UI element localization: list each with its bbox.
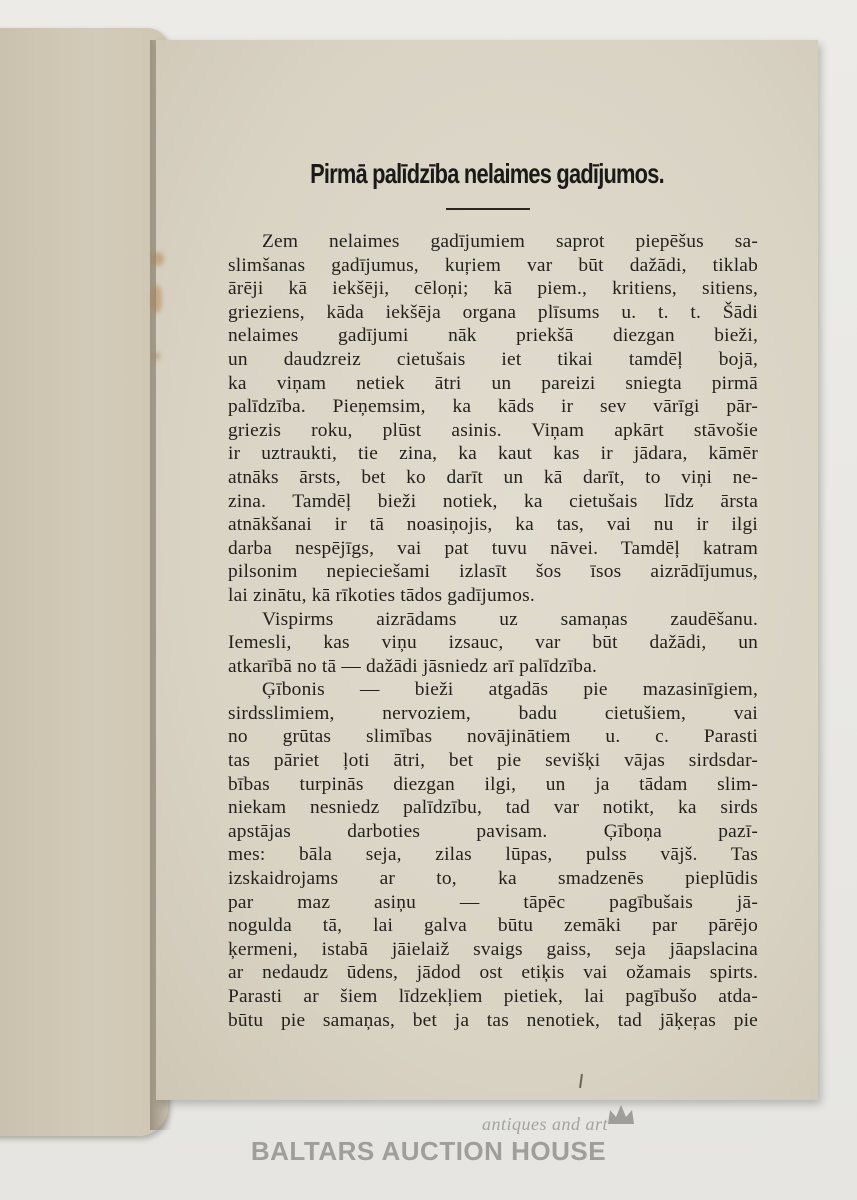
- previous-page: [0, 28, 168, 1136]
- text-line: lai zinātu, kā rīkoties tādos gadījumos.: [228, 584, 535, 606]
- text-line: nogulda tā, lai galva būtu zemāki par pārējo: [228, 915, 758, 937]
- text-line: atnāks ārsts, bet ko darīt un kā darīt, to viņi ne-: [228, 466, 758, 488]
- text-line: tas pāriet ļoti ātri, bet pie sevišķi vājas sirdsdar-: [228, 750, 758, 772]
- text-line: ārēji kā iekšēji, cēloņi; kā piem., kritiens, sitiens,: [228, 278, 758, 300]
- text-line: pilsonim nepieciešami izlasīt šos īsos aizrādījumus,: [228, 561, 758, 583]
- text-line: atkarībā no tā — dažādi jāsniedz arī palīdzība.: [228, 655, 598, 677]
- page-stain: [152, 285, 162, 313]
- text-line: ka viņam netiek ātri un pareizi sniegta pirmā: [228, 372, 758, 394]
- text-line: atnākšanai ir tā noasiņojis, ka tas, vai nu ir ilgi: [228, 514, 758, 536]
- text-line: izskaidrojams ar to, ka smadzenēs pieplūdis: [228, 868, 758, 890]
- title-divider: [446, 208, 530, 210]
- page-stain: [152, 252, 164, 266]
- text-line: par maz asiņu — tāpēc pagībušais jā-: [228, 891, 758, 913]
- text-line: Ģībonis — bieži atgadās pie mazasinīgiem,: [262, 679, 758, 701]
- text-line: palīdzība. Pieņemsim, ka kāds ir sev vārīgi pār-: [228, 396, 758, 418]
- text-line: ir uztraukti, tie zina, ka kaut kas ir jādara, kāmēr: [228, 443, 758, 465]
- text-line: Parasti ar šiem līdzekļiem pietiek, lai pagībušo atda-: [228, 986, 758, 1007]
- body-text: [228, 230, 758, 1032]
- text-line: nelaimes gadījumi nāk priekšā diezgan bieži,: [228, 325, 758, 347]
- text-line: ar nedaudz ūdens, jādod ost etiķis vai ožamais spirts.: [228, 962, 758, 984]
- text-line: grieziens, kāda iekšēja organa plīsums u. t. t. Šādi: [228, 301, 758, 323]
- text-line: bības turpinās diezgan ilgi, un ja tādam slim-: [228, 773, 758, 795]
- text-line: sirdsslimiem, nervoziem, badu cietušiem, vai: [228, 702, 758, 724]
- text-line: un daudzreiz cietušais iet tikai tamdēļ bojā,: [228, 348, 758, 370]
- watermark-subtitle: antiques and art: [482, 1114, 609, 1134]
- text-line: Vispirms aizrādams uz samaņas zaudēšanu.: [262, 608, 758, 630]
- text-line: mes: bāla seja, zilas lūpas, pulss vājš. Tas: [228, 844, 758, 866]
- text-line: Zem nelaimes gadījumiem saprot piepēšus sa-: [262, 231, 758, 252]
- document-page: [156, 40, 818, 1100]
- page-stain: [154, 352, 160, 360]
- text-line: darba nespējīgs, vai pat tuvu nāvei. Tamdēļ katram: [228, 537, 758, 559]
- text-line: ķermeni, istabā jāielaiž svaigs gaiss, seja jāapslacina: [228, 938, 758, 960]
- text-line: zina. Tamdēļ bieži notiek, ka cietušais līdz ārsta: [228, 490, 758, 512]
- crown-icon: [606, 1102, 636, 1128]
- page-title: Pirmā palīdzība nelaimes gadījumos.: [310, 158, 664, 189]
- text-line: slimšanas gadījumus, kuŗiem var būt dažādi, tiklab: [228, 254, 758, 276]
- text-line: Iemesli, kas viņu izsauc, var būt dažādi, un: [228, 632, 758, 654]
- text-line: būtu pie samaņas, bet ja tas nenotiek, tad jāķeŗas pie: [228, 1009, 758, 1031]
- text-line: apstājas darboties pavisam. Ģīboņa pazī-: [228, 820, 758, 842]
- text-line: griezis roku, plūst asinis. Viņam apkārt stāvošie: [228, 419, 758, 441]
- text-line: no grūtas slimības novājinātiem u. c. Parasti: [228, 726, 758, 748]
- text-line: niekam nesniedz palīdzību, tad var notikt, ka sirds: [228, 797, 758, 819]
- watermark-name: BALTARS AUCTION HOUSE: [250, 1136, 607, 1166]
- printer-mark: [579, 1074, 583, 1088]
